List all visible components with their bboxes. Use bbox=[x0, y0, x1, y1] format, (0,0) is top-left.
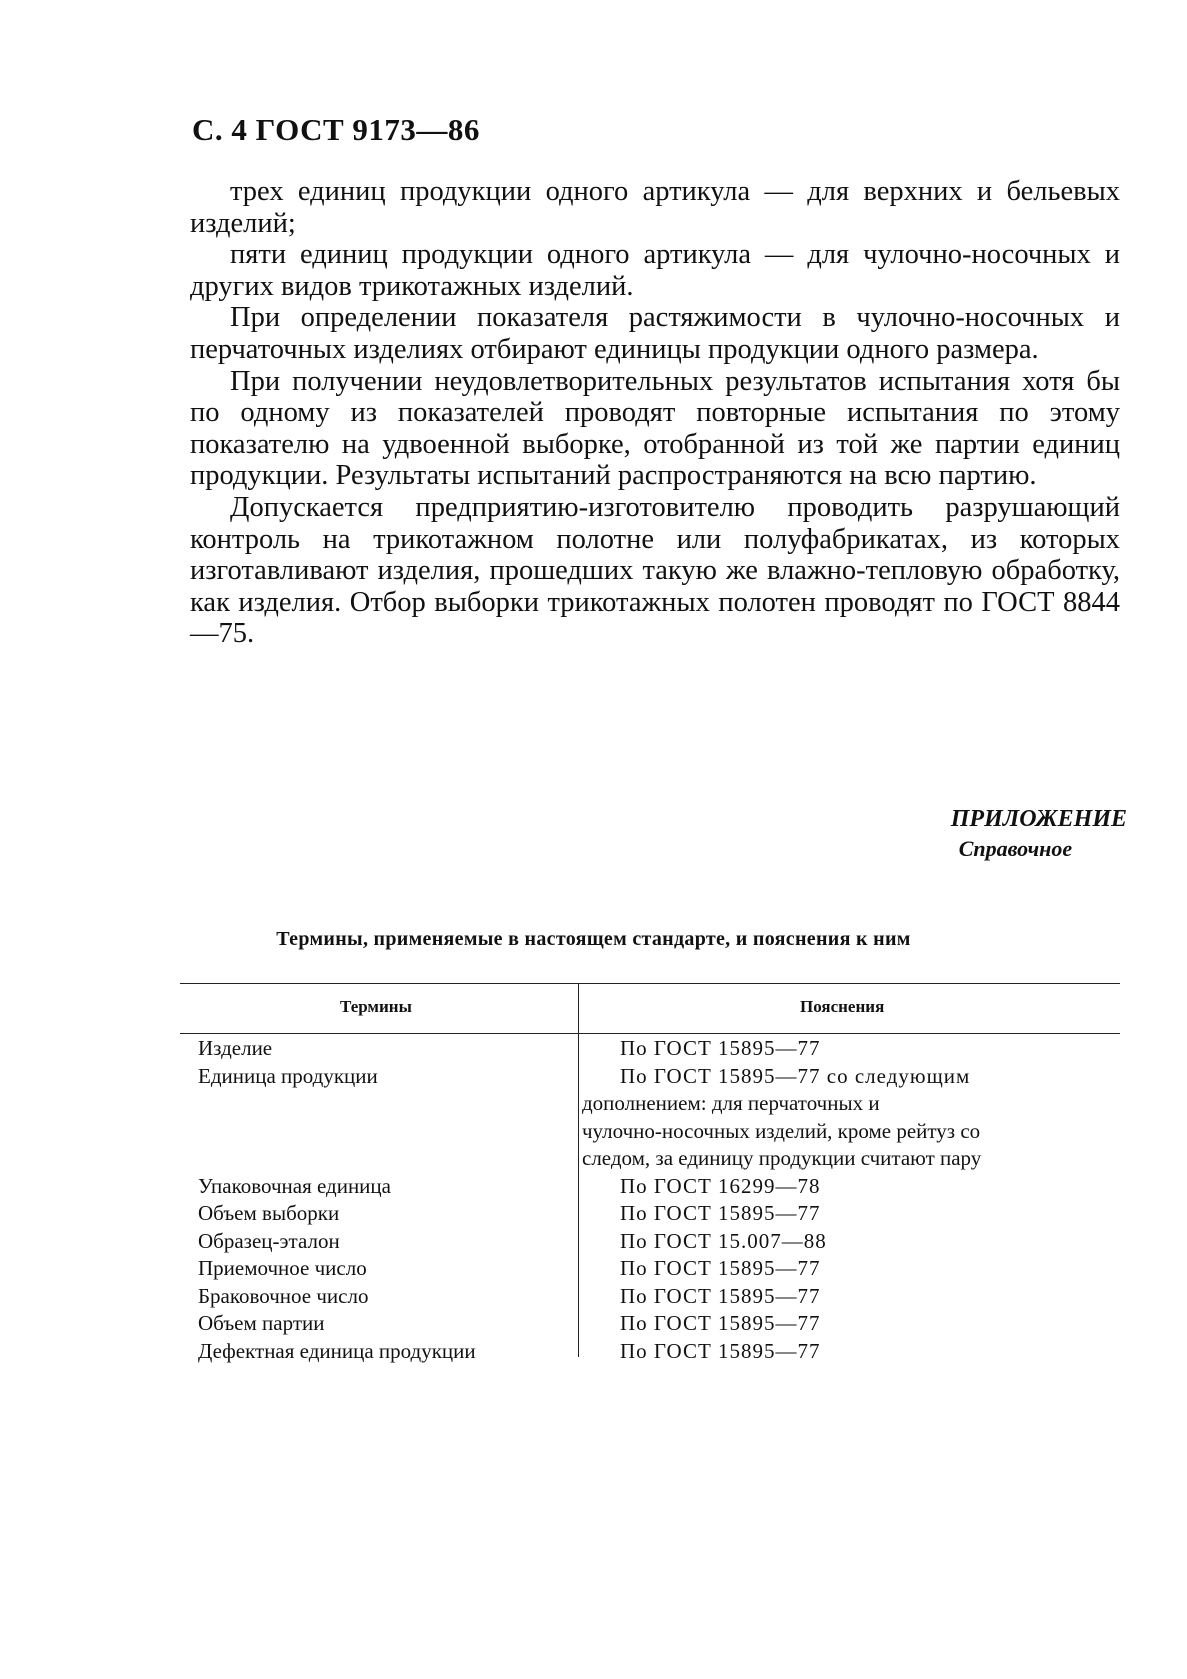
appendix-subtitle: Справочное bbox=[958, 836, 1073, 861]
table-row bbox=[180, 1283, 1120, 1311]
appendix-heading bbox=[951, 804, 1127, 864]
explanation-cell bbox=[572, 1283, 1072, 1311]
explanation-line: По ГОСТ 15895—77 bbox=[620, 1283, 821, 1308]
paragraph: При определении показателя растяжимости в чулочно-носочных и перчаточных изделиях отбирают единицы продукции одного размера. bbox=[190, 302, 1120, 365]
explanation-cell bbox=[572, 1338, 1072, 1366]
table-row bbox=[180, 1338, 1120, 1366]
body-text bbox=[190, 176, 1120, 650]
table-row bbox=[180, 1310, 1120, 1338]
column-header-explanations: Пояснения bbox=[800, 997, 885, 1016]
paragraph: При получении неудовлетворительных результатов испытания хотя бы по одному из показателей проводят повторные испытания по этому показателю на удвоенной выборке, отобранной из той же партии единиц продукции. Результаты испытаний распространяются на всю партию. bbox=[190, 365, 1120, 492]
explanation-line: чулочно-носочных изделий, кроме рейтуз со bbox=[582, 1118, 981, 1143]
term-cell: Образец-эталон bbox=[198, 1228, 340, 1253]
paragraph: Допускается предприятию-изготовителю проводить разрушающий контроль на трикотажном полотне или полуфабрикатах, из которых изготавливают изделия, прошедших такую же влажно-тепловую обработку, как изделия. Отбор выборки трикотажных полотен проводят по ГОСТ 8844—75. bbox=[190, 491, 1120, 650]
header-column-divider bbox=[578, 983, 579, 1033]
explanation-line: По ГОСТ 16299—78 bbox=[620, 1173, 821, 1198]
explanation-line: По ГОСТ 15.007—88 bbox=[620, 1228, 827, 1253]
term-cell: Изделие bbox=[198, 1036, 273, 1060]
table-row bbox=[180, 1063, 1120, 1173]
term-cell: Дефектная единица продукции bbox=[198, 1338, 476, 1363]
explanation-line: следом, за единицу продукции считают пару bbox=[582, 1146, 982, 1170]
explanation-line: По ГОСТ 15895—77 bbox=[620, 1256, 821, 1280]
table-row bbox=[180, 1255, 1120, 1283]
table-row bbox=[180, 1200, 1120, 1228]
table-header-rule bbox=[180, 1033, 1120, 1034]
explanation-line: По ГОСТ 15895—77 bbox=[620, 1311, 821, 1335]
explanation-cell bbox=[572, 1228, 1072, 1256]
term-cell: Упаковочная единица bbox=[198, 1173, 391, 1198]
explanation-line: По ГОСТ 15895—77 со следующим bbox=[620, 1063, 971, 1088]
page-header: С. 4 ГОСТ 9173—86 bbox=[192, 112, 480, 147]
explanation-cell bbox=[572, 1063, 1072, 1173]
explanation-line: По ГОСТ 15895—77 bbox=[620, 1201, 821, 1225]
explanation-cell bbox=[572, 1255, 1072, 1283]
column-header-terms: Термины bbox=[340, 997, 412, 1016]
term-cell: Браковочное число bbox=[198, 1283, 369, 1308]
explanation-cell bbox=[572, 1310, 1072, 1338]
term-cell: Объем партии bbox=[198, 1311, 325, 1335]
paragraph: пяти единиц продукции одного артикула — для чулочно-носочных и других видов трикотажных изделий. bbox=[190, 239, 1120, 302]
term-cell: Объем выборки bbox=[198, 1201, 340, 1225]
table-caption: Термины, применяемые в настоящем стандарте, и пояснения к ним bbox=[276, 928, 911, 950]
table-row bbox=[180, 1228, 1120, 1256]
explanation-line: По ГОСТ 15895—77 bbox=[620, 1338, 821, 1363]
explanation-cell bbox=[572, 1035, 1072, 1063]
table-row bbox=[180, 1173, 1120, 1201]
table-top-rule bbox=[180, 983, 1120, 984]
table-body bbox=[180, 1035, 1120, 1365]
term-cell: Единица продукции bbox=[198, 1063, 378, 1088]
explanation-line: дополнением: для перчаточных и bbox=[582, 1091, 880, 1115]
paragraph: трех единиц продукции одного артикула — для верхних и бельевых изделий; bbox=[190, 176, 1120, 239]
appendix-title: ПРИЛОЖЕНИЕ bbox=[950, 806, 1127, 832]
explanation-line: По ГОСТ 15895—77 bbox=[620, 1036, 821, 1060]
explanation-cell bbox=[572, 1173, 1072, 1201]
term-cell: Приемочное число bbox=[198, 1256, 367, 1280]
explanation-cell bbox=[572, 1200, 1072, 1228]
table-row bbox=[180, 1035, 1120, 1063]
